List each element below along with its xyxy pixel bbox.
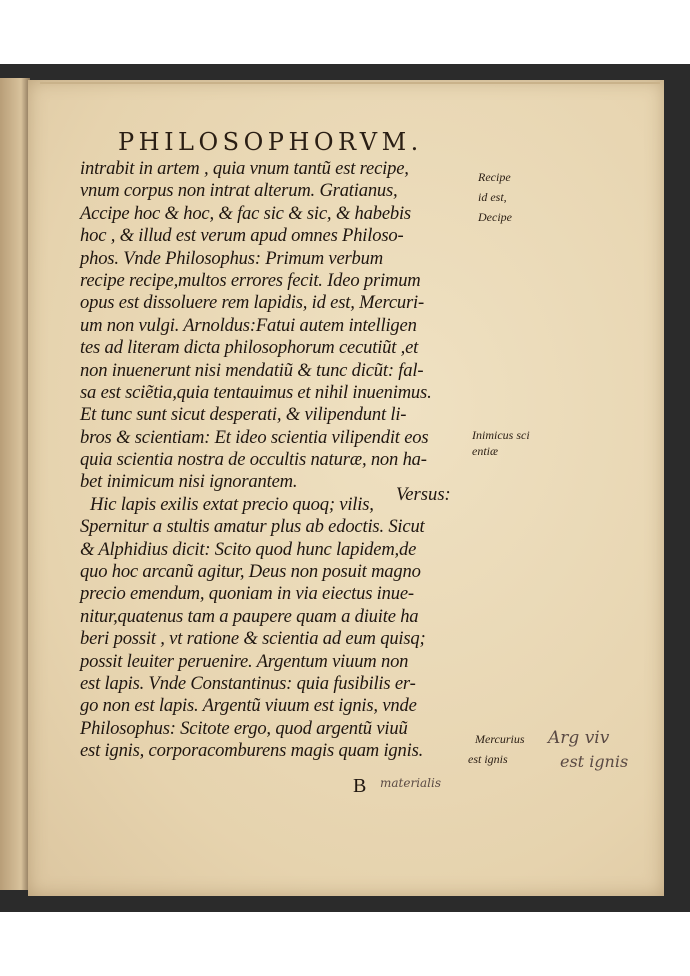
handwritten-note: est ignis (560, 752, 629, 771)
versus-label: Versus: (396, 484, 451, 505)
text-line: hoc , & illud est verum apud omnes Philoso- (80, 225, 404, 247)
verse-line: Spernitur a stultis amatur plus ab edoctis. Sicut (80, 516, 425, 538)
signature-mark: B (353, 775, 367, 797)
text-line: recipe recipe,multos errores fecit. Ideo primum (80, 269, 421, 291)
text-line: opus est dissoluere rem lapidis, id est, Mercuri- (80, 292, 424, 314)
gloss-mercurius-1: Mercurius (475, 732, 525, 746)
gloss-recipe: Recipe (478, 170, 511, 184)
gloss-decipe: Decipe (478, 210, 512, 224)
verse-line: est ignis, corporacomburens magis quam ignis. (80, 740, 424, 762)
verse-line: nitur,quatenus tam a paupere quam a diuite ha (80, 605, 419, 627)
handwritten-note: materialis (380, 776, 442, 790)
gloss-inimicus-2: entiæ (472, 444, 498, 458)
verse-line: & Alphidius dicit: Scito quod hunc lapidem,de (80, 538, 417, 560)
verse-line: beri possit , vt ratione & scientia ad eum quisq; (80, 628, 426, 650)
verse-line: Hic lapis exilis extat precio quoq; vilis, (90, 493, 374, 515)
verse-line: Philosophus: Scitote ergo, quod argentũ viuũ (80, 717, 408, 739)
gloss-mercurius-2: est ignis (468, 752, 508, 766)
gloss-inimicus-1: Inimicus sci (472, 428, 530, 442)
text-line: tes ad literam dicta philosophorum cecutiũt ,et (80, 337, 419, 359)
page-top-edge (40, 82, 660, 84)
verse-line: go non est lapis. Argentũ viuum est ignis, vnde (80, 695, 417, 717)
verse-line: possit leuiter peruenire. Argentum viuum non (80, 650, 409, 672)
text-line: sa est sciẽtia,quia tentauimus et nihil inuenimus. (80, 381, 432, 403)
text-line: Accipe hoc & hoc, & fac sic & sic, & habebis (80, 202, 411, 224)
text-line: Et tunc sunt sicut desperati, & vilipendunt li- (80, 404, 407, 426)
text-line: non inuenerunt nisi mendatiũ & tunc dicũt: fal- (80, 359, 424, 381)
text-line: um non vulgi. Arnoldus:Fatui autem intelligen (80, 314, 417, 336)
verse-line: quo hoc arcanũ agitur, Deus non posuit magno (80, 561, 421, 583)
text-line: vnum corpus non intrat alterum. Gratianus, (80, 180, 398, 202)
verse-line: est lapis. Vnde Constantinus: quia fusibilis er- (80, 672, 416, 694)
text-line: bros & scientiam: Et ideo scientia vilipendit eos (80, 426, 429, 448)
left-page-edge (0, 78, 30, 890)
verse-line: precio emendum, quoniam in via eiectus inue- (80, 583, 414, 605)
handwritten-note: Arg viv (548, 728, 610, 748)
text-line: quia scientia nostra de occultis naturæ, non ha- (80, 449, 427, 471)
gloss-idest: id est, (478, 190, 507, 204)
page-heading: PHILOSOPHORVM. (118, 128, 423, 156)
main-text (80, 158, 475, 763)
text-line: phos. Vnde Philosophus: Primum verbum (80, 247, 383, 269)
text-line: bet inimicum nisi ignorantem. (80, 471, 298, 493)
text-line: intrabit in artem , quia vnum tantũ est recipe, (80, 158, 409, 179)
